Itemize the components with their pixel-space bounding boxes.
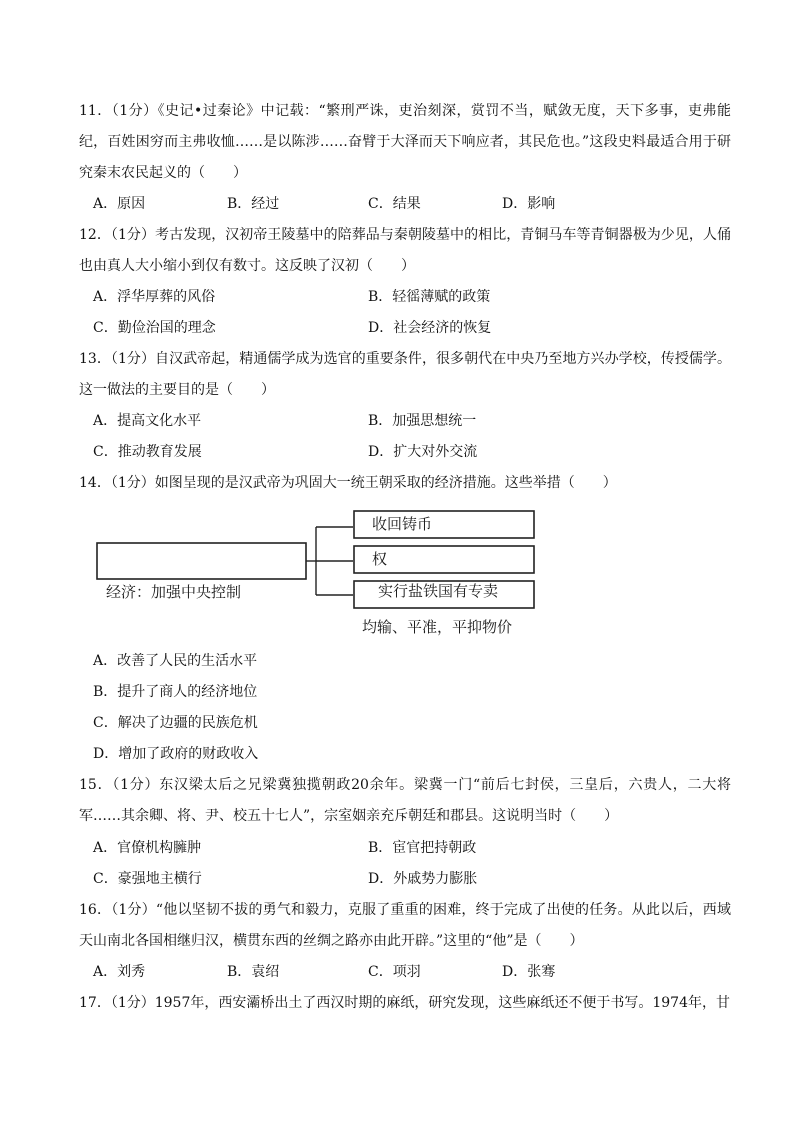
option-a[interactable]: A．原因 xyxy=(93,196,146,212)
question-16-stem: 16．（1分）“他以坚韧不拔的勇气和毅力，克服了重重的困难，终于完成了出使的任务。从此以后，西域天山南北各国相继归汉，横贯东西的丝绸之路亦由此开辟。”这里的“他”是（ ） xyxy=(79,902,731,949)
option-d[interactable]: D．扩大对外交流 xyxy=(368,444,478,460)
question-13-options-row2 xyxy=(93,437,733,468)
question-17-stem: 17．（1分）1957年，西安灞桥出土了西汉时期的麻纸，研究发现，这些麻纸还不便于书写。1974年，甘 xyxy=(79,995,730,1011)
option-a[interactable]: A．提高文化水平 xyxy=(93,413,202,429)
option-b[interactable]: B．提升了商人的经济地位 xyxy=(93,684,258,700)
question-16-options xyxy=(93,957,733,988)
question-14-stem: 14．（1分）如图呈现的是汉武帝为巩固大一统王朝采取的经济措施。这些举措（ ） xyxy=(79,475,617,491)
question-15-options-row2 xyxy=(93,864,733,895)
option-b[interactable]: B．轻徭薄赋的政策 xyxy=(368,289,491,305)
option-a[interactable]: A．改善了人民的生活水平 xyxy=(93,653,258,669)
diagram-branch-1: 收回铸币 xyxy=(372,515,433,533)
option-b[interactable]: B．宦官把持朝政 xyxy=(368,840,477,856)
diagram-branch-3: 实行盐铁国有专卖 xyxy=(378,582,499,600)
option-c[interactable]: C．豪强地主横行 xyxy=(93,871,202,887)
option-b[interactable]: B．经过 xyxy=(227,196,280,212)
option-c[interactable]: C．项羽 xyxy=(368,964,421,980)
question-12-options-row2 xyxy=(93,313,733,344)
question-11-options xyxy=(93,189,733,220)
question-13-stem: 13．（1分）自汉武帝起，精通儒学成为选官的重要条件，很多朝代在中央乃至地方兴办学校，传授儒学。这一做法的主要目的是（ ） xyxy=(79,351,731,398)
option-d[interactable]: D．影响 xyxy=(502,196,556,212)
option-c[interactable]: C．解决了边疆的民族危机 xyxy=(93,715,258,731)
option-d[interactable]: D．张骞 xyxy=(502,964,556,980)
question-13-options-row1 xyxy=(93,406,733,437)
question-12-options-row1 xyxy=(93,282,733,313)
diagram-footer: 均输、平准，平抑物价 xyxy=(362,618,513,636)
question-12-stem: 12．（1分）考古发现，汉初帝王陵墓中的陪葬品与秦朝陵墓中的相比，青铜马车等青铜器极为少见，人俑也由真人大小缩小到仅有数寸。这反映了汉初（ ） xyxy=(79,227,731,274)
question-15-options-row1 xyxy=(93,833,733,864)
option-a[interactable]: A．刘秀 xyxy=(93,964,146,980)
option-b[interactable]: B．袁绍 xyxy=(227,964,280,980)
diagram-branch-2: 权 xyxy=(372,550,388,568)
option-c[interactable]: C．推动教育发展 xyxy=(93,444,202,460)
diagram-main-label: 经济：加强中央控制 xyxy=(106,583,242,601)
option-d[interactable]: D．外戚势力膨胀 xyxy=(368,871,478,887)
question-11-stem: 11．（1分）《史记•过秦论》中记载：“繁刑严诛，吏治刻深，赏罚不当，赋敛无度，天下多事，吏弗能纪，百姓困穷而主弗收恤……是以陈涉……奋臂于大泽而天下响应者，其民危也。”这段史料最适合用于研究秦末农民起义的（ ） xyxy=(79,103,731,181)
option-c[interactable]: C．结果 xyxy=(368,196,421,212)
question-15-stem: 15．（1分）东汉梁太后之兄梁冀独揽朝政20余年。梁冀一门“前后七封侯，三皇后，六贵人，二大将军……其余卿、将、尹、校五十七人”，宗室姻亲充斥朝廷和郡县。这说明当时（ ） xyxy=(79,777,731,824)
option-a[interactable]: A．官僚机构臃肿 xyxy=(93,840,202,856)
option-d[interactable]: D．社会经济的恢复 xyxy=(368,320,492,336)
option-a[interactable]: A．浮华厚葬的风俗 xyxy=(93,289,216,305)
option-b[interactable]: B．加强思想统一 xyxy=(368,413,477,429)
option-d[interactable]: D．增加了政府的财政收入 xyxy=(93,746,259,762)
economic-measures-diagram xyxy=(96,505,556,645)
option-c[interactable]: C．勤俭治国的理念 xyxy=(93,320,216,336)
